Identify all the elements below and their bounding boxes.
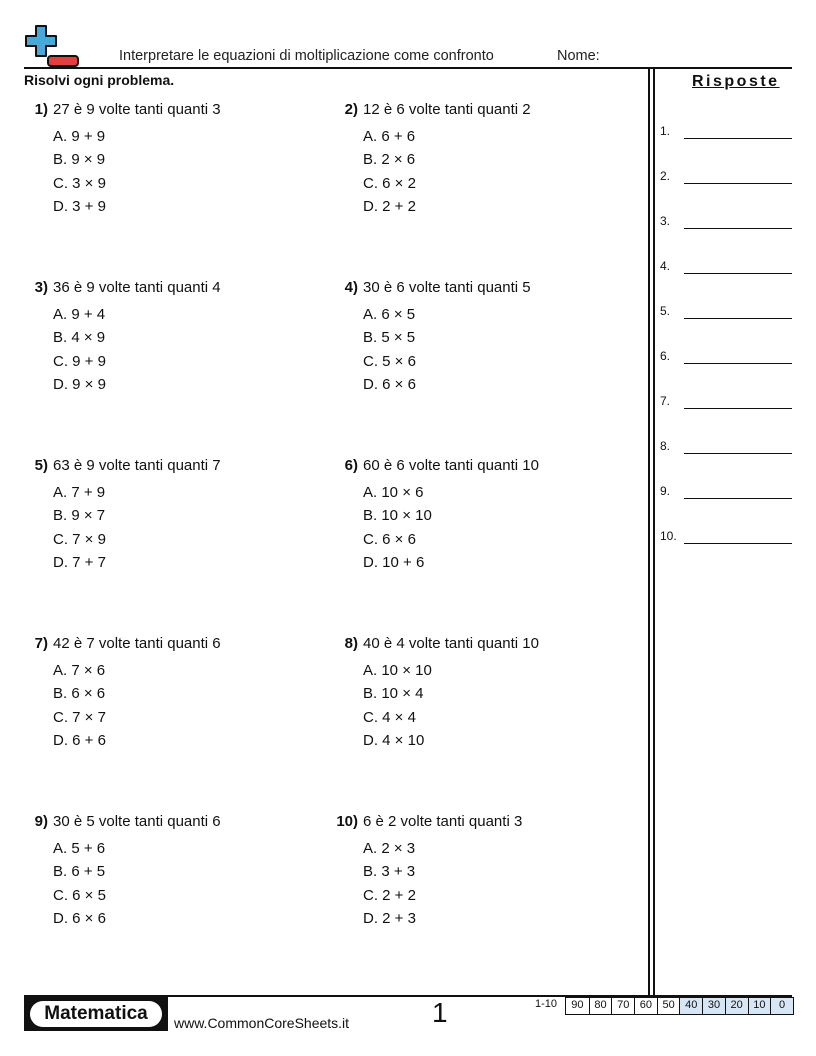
answers-title: Risposte	[692, 73, 780, 90]
problem-question	[334, 813, 624, 833]
problem-number: 4)	[344, 279, 358, 296]
problem-question	[24, 279, 314, 299]
answer-number: 2.	[660, 169, 671, 183]
problem	[334, 635, 624, 752]
option-list	[24, 481, 314, 574]
answer-option: D. 9 × 9	[53, 375, 106, 393]
answer-option: A. 5 + 6	[53, 840, 106, 857]
answer-option: D. 6 × 6	[53, 909, 106, 927]
problem	[334, 813, 624, 930]
problem-text: 63 è 9 volte tanti quanti 7	[53, 457, 221, 474]
problem	[334, 457, 624, 574]
answer-row	[660, 304, 792, 324]
score-cell: 50	[657, 998, 680, 1014]
option-list	[24, 303, 314, 396]
answer-option: B. 6 + 5	[53, 863, 106, 881]
answer-number: 5.	[660, 304, 671, 318]
option-list	[334, 481, 624, 574]
answer-option: A. 10 × 10	[363, 662, 432, 679]
score-cell: 30	[702, 998, 725, 1014]
answer-option: D. 6 + 6	[53, 731, 106, 749]
brand-badge	[24, 997, 168, 1031]
problem-text: 30 è 5 volte tanti quanti 6	[53, 813, 221, 830]
answer-option: B. 5 × 5	[363, 329, 416, 347]
answer-blank[interactable]	[684, 543, 792, 544]
problem-text: 27 è 9 volte tanti quanti 3	[53, 101, 221, 118]
instructions: Risolvi ogni problema.	[24, 72, 175, 88]
brand-label: Matematica	[30, 1001, 162, 1027]
score-cell: 60	[634, 998, 657, 1014]
answer-option: B. 4 × 9	[53, 329, 106, 347]
name-label: Nome:	[557, 48, 600, 64]
problem-number: 9)	[34, 813, 48, 830]
answer-number: 4.	[660, 259, 671, 273]
answer-option: B. 6 × 6	[53, 685, 106, 703]
answer-number: 8.	[660, 439, 671, 453]
answer-option: A. 10 × 6	[363, 484, 424, 501]
column-divider	[653, 67, 655, 996]
problem-text: 60 è 6 volte tanti quanti 10	[363, 457, 539, 474]
column-divider	[648, 67, 650, 996]
problem-text: 40 è 4 volte tanti quanti 10	[363, 635, 539, 652]
answer-number: 1.	[660, 124, 671, 138]
problem-number: 1)	[34, 101, 48, 118]
answer-option: A. 2 × 3	[363, 840, 416, 857]
answer-number: 3.	[660, 214, 671, 228]
problem-text: 6 è 2 volte tanti quanti 3	[363, 813, 523, 830]
answer-option: C. 6 × 5	[53, 886, 106, 904]
answer-blank[interactable]	[684, 453, 792, 454]
answer-blank[interactable]	[684, 408, 792, 409]
answer-blank[interactable]	[684, 318, 792, 319]
option-list	[24, 125, 314, 218]
worksheet-title: Interpretare le equazioni di moltiplicazione come confronto	[119, 48, 494, 64]
answer-option: D. 3 + 9	[53, 197, 106, 215]
answer-blank[interactable]	[684, 363, 792, 364]
problem-number: 2)	[344, 101, 358, 118]
problem	[24, 101, 314, 218]
answer-blank[interactable]	[684, 138, 792, 139]
problem	[24, 457, 314, 574]
answer-option: D. 10 + 6	[363, 553, 425, 571]
score-cell: 80	[589, 998, 612, 1014]
page-number: 1	[432, 997, 448, 1028]
answer-row	[660, 394, 792, 414]
option-list	[334, 125, 624, 218]
answer-option: B. 2 × 6	[363, 151, 416, 169]
answer-option: B. 10 × 10	[363, 507, 432, 525]
answer-number: 7.	[660, 394, 671, 408]
answer-option: C. 5 × 6	[363, 352, 416, 370]
answer-row	[660, 529, 792, 549]
answer-option: D. 6 × 6	[363, 375, 416, 393]
option-list	[334, 659, 624, 752]
problem-question	[334, 635, 624, 655]
answer-option: C. 6 × 2	[363, 174, 416, 192]
problem-question	[334, 457, 624, 477]
score-cell: 0	[770, 998, 793, 1014]
answer-row	[660, 169, 792, 189]
answer-option: D. 2 + 3	[363, 909, 416, 927]
problem	[334, 279, 624, 396]
problem-text: 12 è 6 volte tanti quanti 2	[363, 101, 531, 118]
problem-question	[24, 635, 314, 655]
site-url: www.CommonCoreSheets.it	[174, 1015, 350, 1031]
option-list	[24, 659, 314, 752]
answer-option: C. 9 + 9	[53, 352, 106, 370]
answer-option: B. 3 + 3	[363, 863, 416, 881]
answer-row	[660, 259, 792, 279]
answer-row	[660, 439, 792, 459]
answer-row	[660, 214, 792, 234]
answer-option: C. 7 × 7	[53, 708, 106, 726]
answer-option: D. 2 + 2	[363, 197, 416, 215]
problem	[24, 813, 314, 930]
score-table	[565, 997, 794, 1015]
problem-number: 6)	[344, 457, 358, 474]
answer-option: C. 3 × 9	[53, 174, 106, 192]
answer-number: 10.	[660, 529, 677, 543]
problem-text: 42 è 7 volte tanti quanti 6	[53, 635, 221, 652]
header-divider	[24, 67, 792, 69]
answer-blank[interactable]	[684, 273, 792, 274]
answer-row	[660, 349, 792, 369]
answer-option: B. 9 × 9	[53, 151, 106, 169]
problem-question	[334, 101, 624, 121]
answer-row	[660, 124, 792, 144]
problem	[24, 279, 314, 396]
answer-option: C. 2 + 2	[363, 886, 416, 904]
problem-question	[24, 101, 314, 121]
answer-blank[interactable]	[684, 183, 792, 184]
score-cell: 70	[611, 998, 634, 1014]
answer-option: C. 4 × 4	[363, 708, 416, 726]
score-cell: 40	[679, 998, 702, 1014]
answer-option: B. 10 × 4	[363, 685, 424, 703]
answer-option: C. 6 × 6	[363, 530, 416, 548]
answer-option: A. 9 + 9	[53, 128, 106, 145]
answer-option: D. 4 × 10	[363, 731, 425, 749]
answer-blank[interactable]	[684, 498, 792, 499]
answer-option: A. 6 + 6	[363, 128, 416, 145]
problem-text: 36 è 9 volte tanti quanti 4	[53, 279, 221, 296]
answer-option: A. 7 × 6	[53, 662, 106, 679]
score-range-label: 1-10	[535, 998, 558, 1010]
problem-number: 3)	[34, 279, 48, 296]
option-list	[24, 837, 314, 930]
answer-option: D. 7 + 7	[53, 553, 106, 571]
problem-number: 5)	[34, 457, 48, 474]
problem	[24, 635, 314, 752]
problem-number: 7)	[34, 635, 48, 652]
problem-number: 10)	[336, 813, 358, 830]
answer-option: A. 9 + 4	[53, 306, 106, 323]
answer-option: A. 6 × 5	[363, 306, 416, 323]
score-cell: 20	[725, 998, 748, 1014]
problem-question	[24, 457, 314, 477]
problem	[334, 101, 624, 218]
option-list	[334, 837, 624, 930]
option-list	[334, 303, 624, 396]
score-cell: 90	[571, 999, 584, 1011]
problem-question	[334, 279, 624, 299]
answer-number: 9.	[660, 484, 671, 498]
problem-question	[24, 813, 314, 833]
answer-row	[660, 484, 792, 504]
problem-number: 8)	[344, 635, 358, 652]
score-cell: 10	[748, 998, 771, 1014]
answer-option: B. 9 × 7	[53, 507, 106, 525]
answer-blank[interactable]	[684, 228, 792, 229]
plus-minus-logo-icon	[24, 24, 80, 68]
answer-option: C. 7 × 9	[53, 530, 106, 548]
answer-option: A. 7 + 9	[53, 484, 106, 501]
answer-number: 6.	[660, 349, 671, 363]
problem-text: 30 è 6 volte tanti quanti 5	[363, 279, 531, 296]
